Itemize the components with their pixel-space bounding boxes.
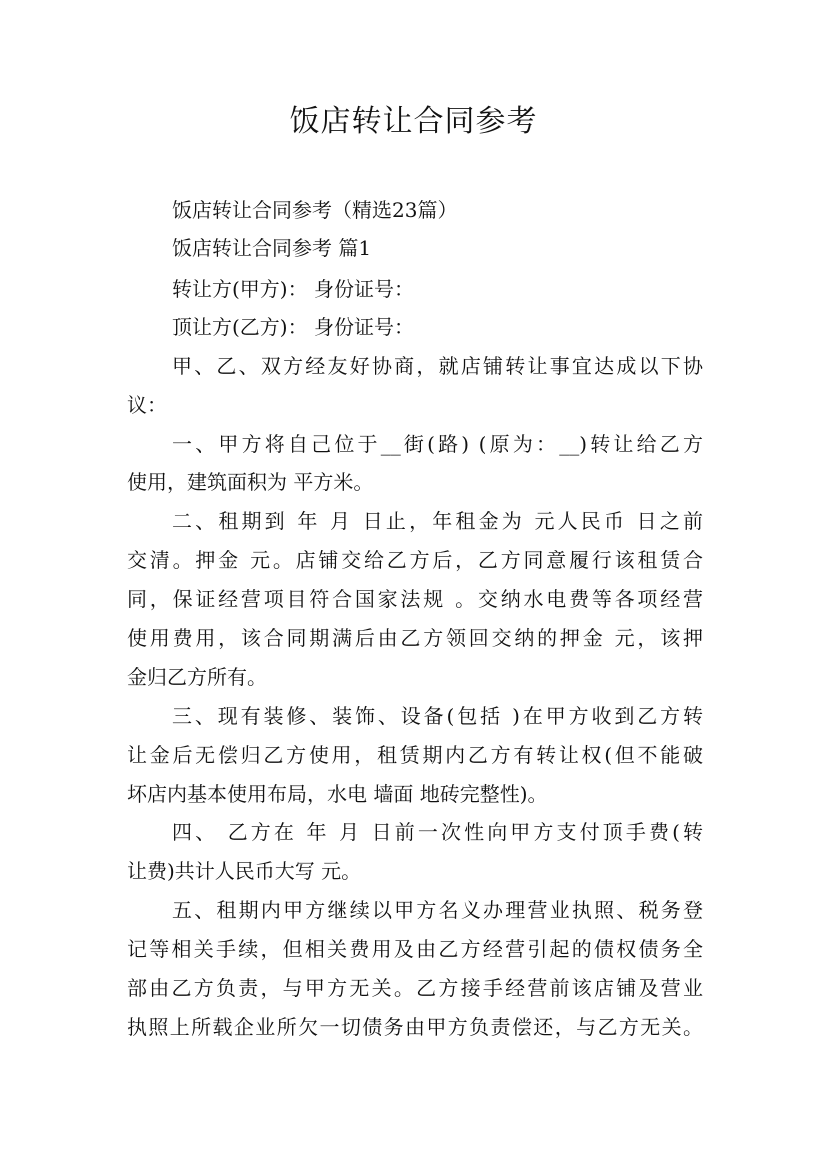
paragraph-line: 使用费用，该合同期满后由乙方领回交纳的押金 元，该押 [127, 626, 703, 650]
paragraph-line: 使用，建筑面积为 平方米。 [127, 470, 374, 494]
transferee-line: 顶让方(乙方)： 身份证号： [172, 315, 414, 339]
paragraph-line: 让费)共计人民币大写 元。 [127, 859, 362, 883]
paragraph-line: 一、甲方将自己位于__街(路) (原为：__)转让给乙方 [172, 432, 703, 456]
paragraph-line: 二、租期到 年 月 日止，年租金为 元人民币 日之前 [172, 509, 703, 533]
paragraph-line: 部由乙方负责，与甲方无关。乙方接手经营前该店铺及营业 [127, 976, 703, 1000]
paragraph-line: 同，保证经营项目符合国家法规 。交纳水电费等各项经营 [127, 587, 703, 611]
paragraph-line: 三、现有装修、装饰、设备(包括 )在甲方收到乙方转 [172, 704, 703, 728]
paragraph-line: 记等相关手续，但相关费用及由乙方经营引起的债权债务全 [127, 937, 703, 961]
paragraph-line: 甲、乙、双方经友好协商，就店铺转让事宜达成以下协 [172, 354, 703, 378]
paragraph-line: 五、租期内甲方继续以甲方名义办理营业执照、税务登 [172, 898, 703, 922]
paragraph-line: 金归乙方所有。 [127, 665, 267, 689]
paragraph-line: 交清。押金 元。店铺交给乙方后，乙方同意履行该租赁合 [127, 548, 703, 572]
paragraph-line: 执照上所载企业所欠一切债务由甲方负责偿还，与乙方无关。 [127, 1015, 703, 1039]
document-title: 饭店转让合同参考 [289, 104, 538, 139]
subtitle-line: 饭店转让合同参考（精选23篇） [172, 198, 458, 222]
paragraph-line: 四、 乙方在 年 月 日前一次性向甲方支付顶手费(转 [172, 820, 703, 844]
section-heading: 饭店转让合同参考 篇1 [172, 236, 372, 260]
paragraph-line: 坏店内基本使用布局，水电 墙面 地砖完整性)。 [127, 782, 548, 806]
transferor-line: 转让方(甲方)： 身份证号： [172, 277, 414, 301]
paragraph-line: 让金后无偿归乙方使用，租赁期内乙方有转让权(但不能破 [127, 743, 703, 767]
paragraph-line: 议： [127, 393, 167, 417]
